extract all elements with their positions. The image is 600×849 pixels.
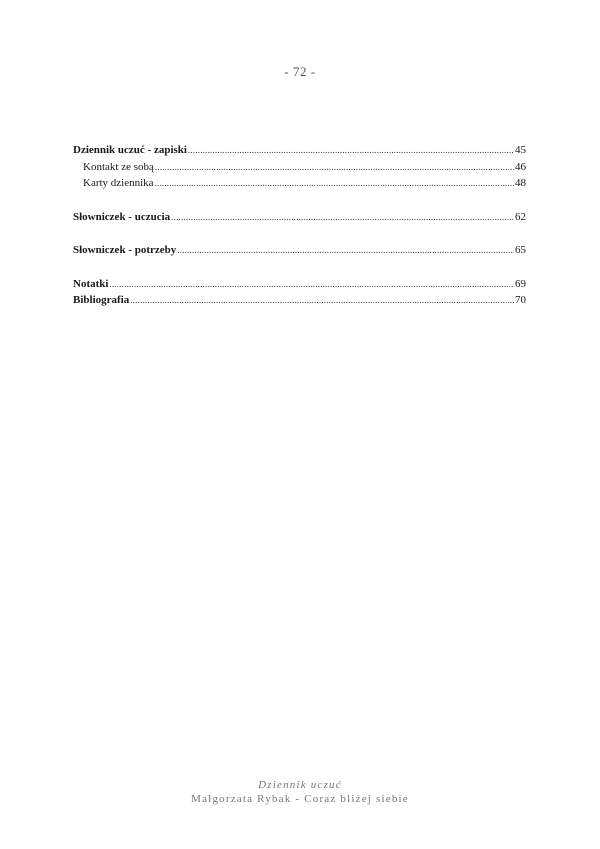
toc-spacer bbox=[73, 259, 526, 276]
toc-leader-dots bbox=[130, 292, 514, 309]
toc-leader-dots bbox=[177, 242, 514, 259]
toc-entry-label: Notatki bbox=[73, 277, 109, 290]
toc-entry-notatki bbox=[73, 276, 526, 293]
toc-entry-kontakt-ze-soba bbox=[73, 159, 526, 176]
toc-entry-label: Karty dziennika bbox=[83, 177, 154, 189]
toc-leader-dots bbox=[171, 209, 514, 226]
toc-leader-dots bbox=[109, 276, 514, 293]
table-of-contents bbox=[73, 142, 526, 309]
footer-title: Dziennik uczuć bbox=[258, 779, 342, 791]
toc-entry-slowniczek-uczucia bbox=[73, 209, 526, 226]
page-number: - 72 - bbox=[284, 64, 316, 79]
toc-entry-label: Słowniczek - potrzeby bbox=[73, 244, 177, 256]
toc-leader-dots bbox=[155, 175, 514, 192]
footer-subtitle: Małgorzata Rybak - Coraz bliżej siebie bbox=[191, 793, 409, 805]
toc-entry-page: 69 bbox=[515, 277, 526, 290]
toc-entry-slowniczek-potrzeby bbox=[73, 242, 526, 259]
toc-entry-page: 46 bbox=[515, 160, 526, 173]
toc-entry-page: 62 bbox=[515, 210, 526, 223]
toc-entry-label: Kontakt ze sobą bbox=[83, 160, 154, 173]
toc-entry-label: Bibliografia bbox=[73, 294, 130, 306]
toc-leader-dots bbox=[188, 142, 514, 159]
toc-entry-page: 45 bbox=[515, 144, 526, 156]
toc-entry-bibliografia bbox=[73, 292, 526, 309]
page-footer bbox=[0, 778, 600, 806]
toc-entry-page: 48 bbox=[515, 177, 526, 189]
toc-entry-dziennik-uczuc bbox=[73, 142, 526, 159]
toc-spacer bbox=[73, 192, 526, 209]
toc-entry-label: Słowniczek - uczucia bbox=[73, 210, 171, 223]
toc-entry-karty-dziennika bbox=[73, 175, 526, 192]
toc-leader-dots bbox=[155, 159, 514, 176]
toc-spacer bbox=[73, 225, 526, 242]
toc-entry-page: 70 bbox=[515, 294, 526, 306]
toc-entry-page: 65 bbox=[515, 244, 526, 256]
toc-entry-label: Dziennik uczuć - zapiski bbox=[73, 144, 187, 156]
